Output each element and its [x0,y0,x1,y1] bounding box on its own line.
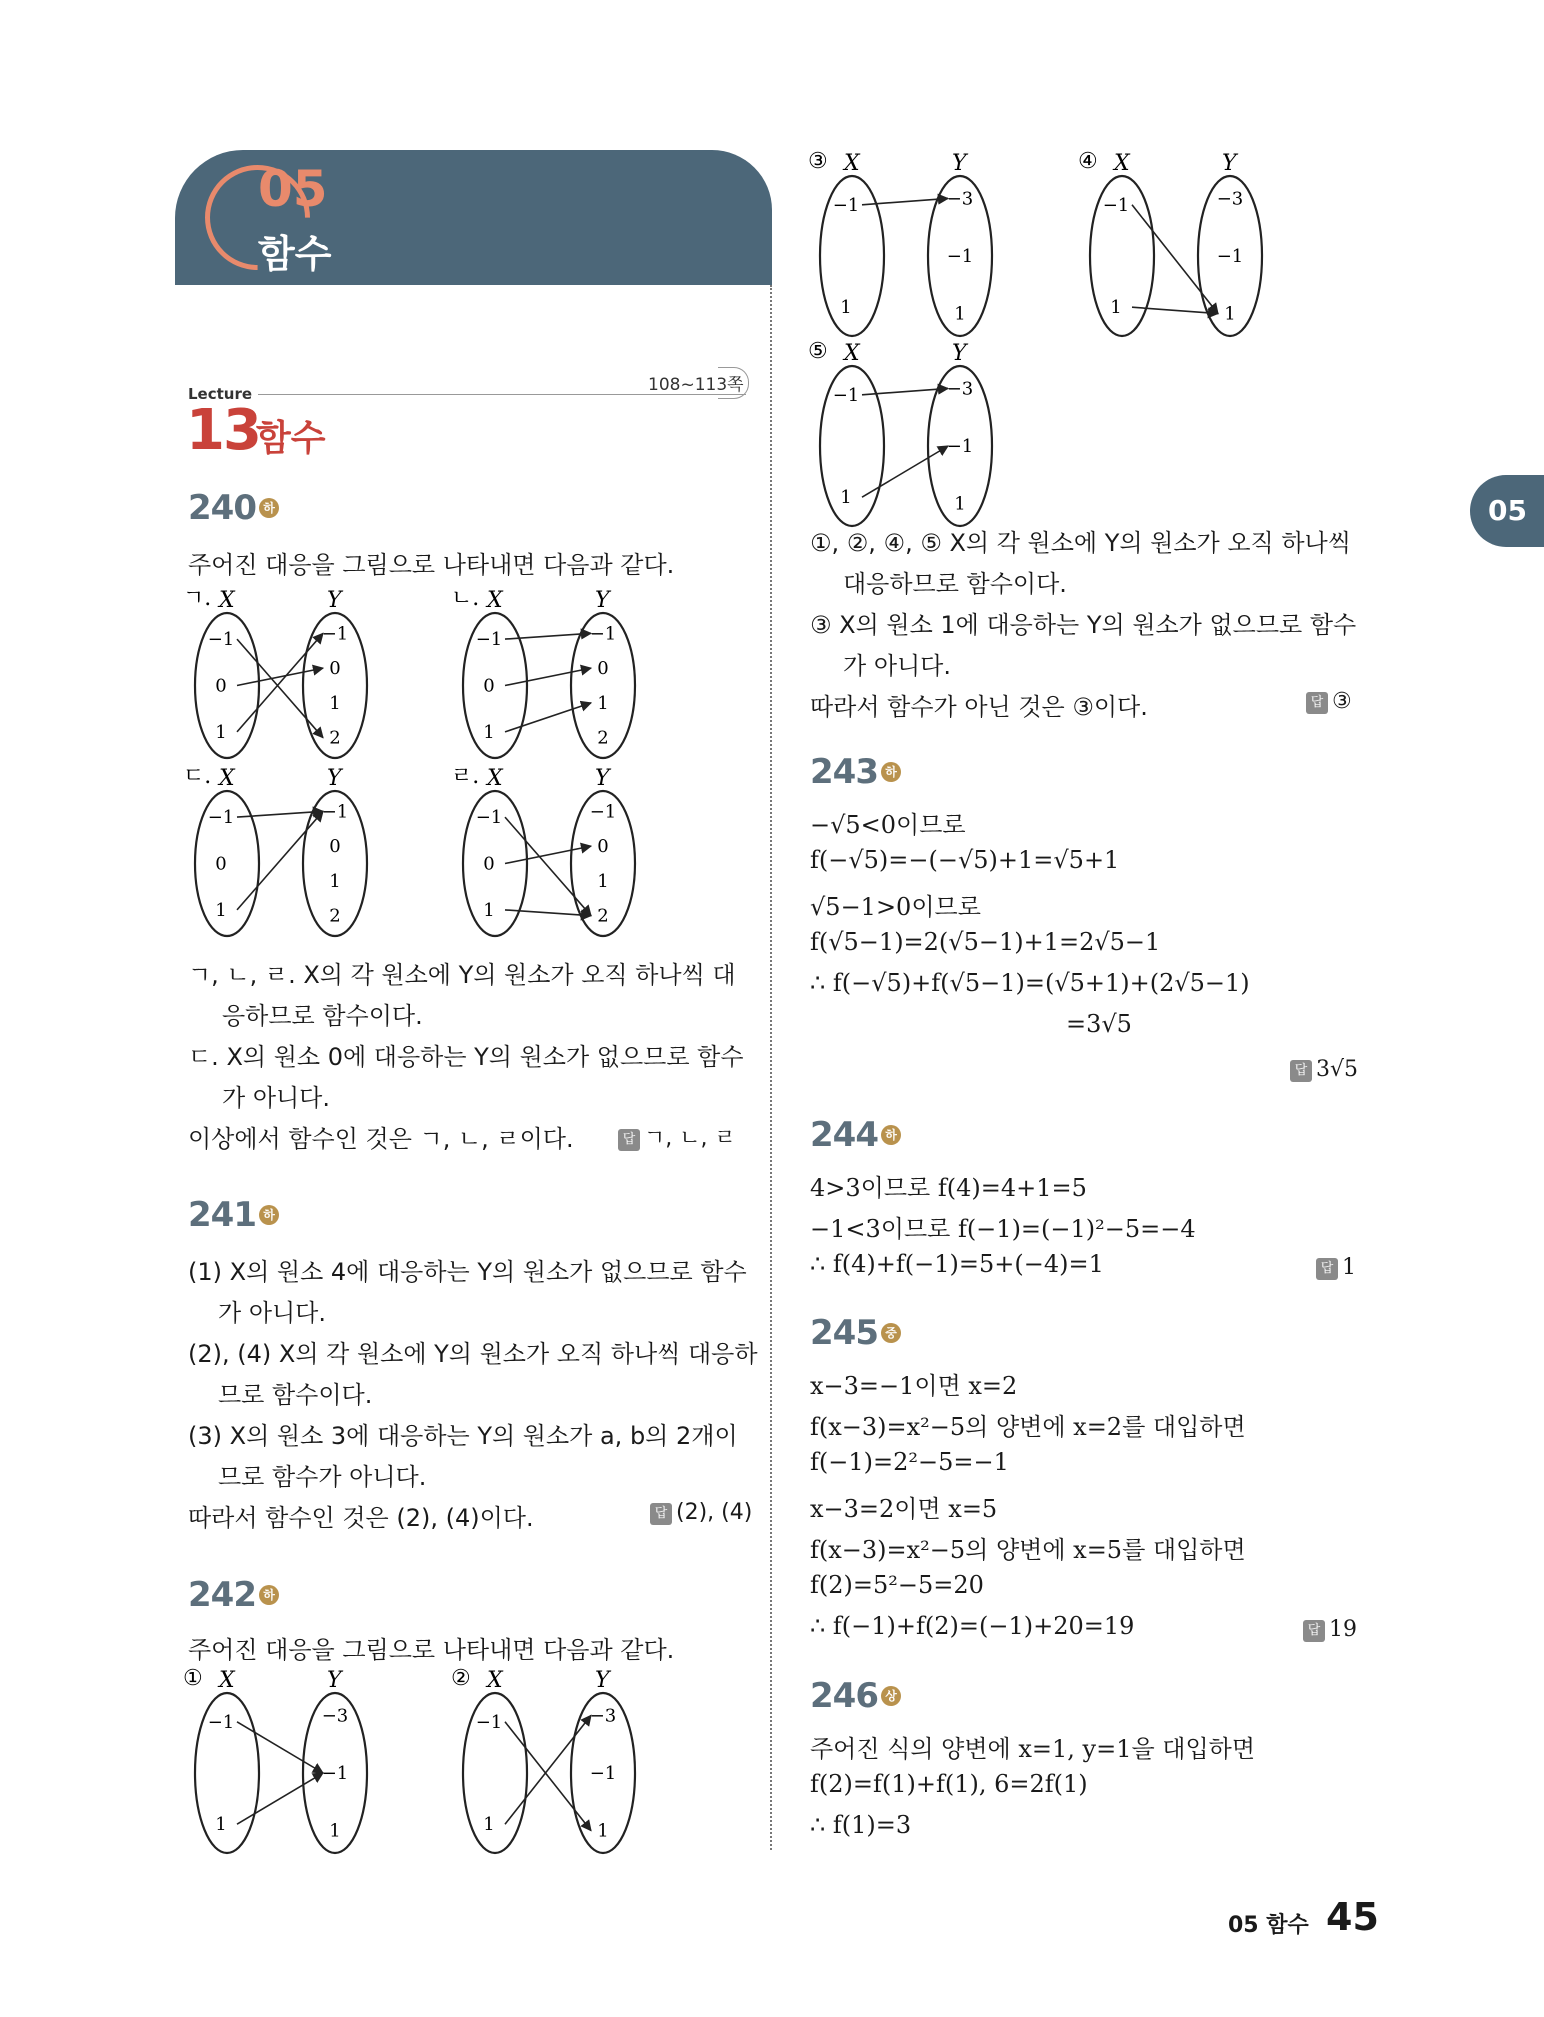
answer-badge: 답 [1306,692,1328,714]
chapter-side-tab: 05 [1470,475,1544,547]
set-x-element: −1 [475,807,503,829]
set-y-element: −1 [321,1763,349,1784]
p244-line-3: ∴ f(4)+f(−1)=5+(−4)=1 [810,1250,1104,1278]
problem-number: 243 [810,752,878,792]
diagram-label: ㄹ. [451,764,480,789]
set-y-element: 2 [329,727,341,749]
answer-badge: 답 [618,1129,640,1151]
problem-number: 240 [188,488,256,528]
level-badge: 하 [881,1125,901,1145]
mapping-arrow [237,1722,323,1773]
p241-answer [650,1500,752,1525]
mapping-diagram-242-4 [1078,149,1262,336]
mapping-arrow [237,1773,323,1824]
set-x-element: 1 [483,721,495,743]
set-y-element: 1 [1224,303,1236,325]
set-y-element: −1 [1216,246,1244,267]
page-number: 45 [1326,1895,1379,1939]
set-x-name: X [219,588,235,613]
set-y-name: Y [327,766,342,791]
set-y-element: 0 [329,836,341,858]
set-y-name: Y [595,1668,610,1693]
p241-conclusion: 따라서 함수인 것은 (2), (4)이다. [188,1504,534,1532]
answer-value: 19 [1329,1617,1357,1642]
p242-intro: 주어진 대응을 그림으로 나타내면 다음과 같다. [188,1636,675,1664]
set-y-element: −1 [321,623,349,645]
mapping-arrow [505,1715,591,1824]
level-badge: 상 [881,1686,901,1706]
problem-number: 241 [188,1195,256,1235]
p245-line-5: f(x−3)=x²−5의 양변에 x=5를 대입하면 [810,1536,1246,1564]
diagram-label: ㄴ. [451,586,480,611]
p241-line-2a: (2), (4) X의 각 원소에 Y의 원소가 오직 하나씩 대응하 [188,1340,758,1368]
set-y-element: −3 [946,378,974,400]
set-y-element: −1 [321,801,349,823]
p242-explanation-1b: 대응하므로 함수이다. [843,570,1067,598]
p243-line-3: √5−1>0이므로 [810,893,981,921]
problem-246-header [810,1676,901,1716]
problem-245-header [810,1313,901,1353]
mapping-diagram-242-3 [808,149,992,336]
mapping-arrow [505,703,591,732]
set-x-name: X [219,1668,235,1693]
mapping-diagram-240-1 [183,586,367,758]
mapping-arrow [505,817,591,916]
page-range-bracket [718,367,749,399]
set-y-element: 0 [597,658,609,680]
p242-diagrams-left [185,1665,755,1860]
set-x-name: X [487,588,503,613]
p244-line-1: 4>3이므로 f(4)=4+1=5 [810,1174,1087,1202]
mapping-diagram-242-2 [451,1666,635,1853]
diagram-label: ① [183,1666,203,1691]
problem-241-header [188,1195,279,1235]
set-y-name: Y [595,588,610,613]
set-y-element: −3 [1216,188,1244,210]
p246-line-3: ∴ f(1)=3 [810,1811,912,1839]
set-x-element: 1 [215,1814,227,1836]
page-range: 108~113쪽 [648,375,744,395]
mapping-arrow [505,668,591,685]
set-x-element: −1 [832,384,860,406]
set-y-name: Y [1222,151,1237,176]
p240-explanation-1a: ㄱ, ㄴ, ㄹ. X의 각 원소에 Y의 원소가 오직 하나씩 대 [188,961,736,989]
diagram-label: ㄱ. [183,586,212,611]
p242-answer [1306,689,1352,714]
p244-line-2: −1<3이므로 f(−1)=(−1)²−5=−4 [810,1215,1196,1243]
mapping-diagram-242-1 [183,1666,367,1853]
answer-badge: 답 [650,1503,672,1525]
set-x-element: 1 [483,899,495,921]
set-x-element: 1 [1110,297,1122,319]
p242-diagrams-right [800,148,1330,513]
answer-value: 3√5 [1316,1057,1359,1082]
set-y-element: 1 [329,870,341,892]
set-y-element: −1 [589,623,617,645]
set-x-element: 0 [483,675,495,697]
diagram-label: ② [451,1666,471,1691]
answer-value: ③ [1332,689,1352,714]
set-x-name: X [844,151,860,176]
level-badge: 하 [259,1205,279,1225]
diagram-label: ⑤ [808,339,828,364]
set-x-name: X [487,1668,503,1693]
column-divider [770,285,772,1850]
set-x-element: 1 [215,899,227,921]
p240-conclusion: 이상에서 함수인 것은 ㄱ, ㄴ, ㄹ이다. [188,1125,574,1153]
answer-badge: 답 [1316,1258,1338,1280]
p243-line-4: f(√5−1)=2(√5−1)+1=2√5−1 [810,928,1161,956]
set-y-name: Y [595,766,610,791]
set-x-element: −1 [475,1711,503,1733]
p240-explanation-2b: 가 아니다. [222,1084,330,1112]
level-badge: 하 [259,498,279,518]
p246-line-1: 주어진 식의 양변에 x=1, y=1을 대입하면 [810,1735,1256,1763]
p240-intro: 주어진 대응을 그림으로 나타내면 다음과 같다. [188,551,675,579]
p240-diagrams [183,585,755,927]
set-x-element: 1 [215,721,227,743]
set-y-element: 0 [597,836,609,858]
p241-line-1b: 가 아니다. [218,1299,326,1327]
set-x-name: X [1114,151,1130,176]
level-badge: 하 [259,1585,279,1605]
problem-242-header [188,1575,279,1615]
p245-line-6: f(2)=5²−5=20 [810,1571,984,1599]
set-y-element: −3 [946,188,974,210]
p242-conclusion: 따라서 함수가 아닌 것은 ③이다. [810,693,1148,721]
mapping-diagram-240-3 [183,764,367,936]
set-x-element: 1 [483,1814,495,1836]
problem-number: 244 [810,1115,878,1155]
problem-243-header [810,752,901,792]
p240-explanation-1b: 응하므로 함수이다. [222,1002,423,1030]
p243-answer [1290,1057,1358,1082]
footer-chapter-title: 05 함수 [1228,1913,1309,1938]
p243-line-1: −√5<0이므로 [810,811,966,839]
level-badge: 중 [881,1323,901,1343]
set-x-name: X [844,341,860,366]
chapter-number: 05 [258,160,328,218]
set-y-element: 1 [597,692,609,714]
set-x-element: 1 [840,297,852,319]
set-y-element: −3 [321,1705,349,1727]
problem-244-header [810,1115,901,1155]
p241-line-3b: 므로 함수가 아니다. [218,1463,427,1491]
p243-line-6: =3√5 [1066,1010,1132,1038]
set-y-element: −1 [946,436,974,457]
set-y-element: 2 [597,905,609,927]
set-x-element: 0 [483,853,495,875]
set-x-element: −1 [207,807,235,829]
set-y-element: 1 [954,303,966,325]
diagram-label: ④ [1078,149,1098,174]
set-x-element: −1 [1102,194,1130,216]
problem-number: 242 [188,1575,256,1615]
set-y-name: Y [327,1668,342,1693]
p240-explanation-2a: ㄷ. X의 원소 0에 대응하는 Y의 원소가 없으므로 함수 [188,1043,744,1071]
mapping-arrow [1132,205,1218,314]
set-y-element: 1 [329,692,341,714]
mapping-diagram-242-5 [808,339,992,526]
set-y-element: −1 [589,801,617,823]
p241-line-1a: (1) X의 원소 4에 대응하는 Y의 원소가 없으므로 함수 [188,1258,747,1286]
set-y-name: Y [327,588,342,613]
set-y-element: 2 [329,905,341,927]
mapping-arrow [237,639,323,738]
answer-value: 1 [1342,1255,1356,1280]
set-x-name: X [487,766,503,791]
set-y-element: 1 [597,1820,609,1842]
p240-answer [618,1121,736,1152]
p245-line-7: ∴ f(−1)+f(2)=(−1)+20=19 [810,1612,1135,1640]
problem-number: 245 [810,1313,878,1353]
mapping-diagram-240-2 [451,586,635,758]
answer-value: ㄱ, ㄴ, ㄹ [644,1126,736,1151]
p243-line-2: f(−√5)=−(−√5)+1=√5+1 [810,846,1120,874]
p242-explanation-1a: ①, ②, ④, ⑤ X의 각 원소에 Y의 원소가 오직 하나씩 [810,529,1351,557]
lecture-label: Lecture [188,385,253,403]
answer-badge: 답 [1303,1620,1325,1642]
set-y-name: Y [952,341,967,366]
set-y-element: 1 [954,493,966,515]
p242-explanation-2b: 가 아니다. [843,652,951,680]
set-y-element: −1 [589,1763,617,1784]
set-x-element: 1 [840,487,852,509]
answer-value: (2), (4) [676,1500,753,1525]
p243-line-5: ∴ f(−√5)+f(√5−1)=(√5+1)+(2√5−1) [810,969,1250,997]
set-x-element: 0 [215,675,227,697]
p241-line-2b: 므로 함수이다. [218,1381,373,1409]
set-x-element: 0 [215,853,227,875]
set-x-element: −1 [832,194,860,216]
set-y-element: 1 [329,1820,341,1842]
p245-answer [1303,1617,1357,1642]
set-y-element: 2 [597,727,609,749]
diagram-label: ㄷ. [183,764,212,789]
answer-badge: 답 [1290,1060,1312,1082]
p241-line-3a: (3) X의 원소 3에 대응하는 Y의 원소가 a, b의 2개이 [188,1422,738,1450]
set-x-element: −1 [207,1711,235,1733]
p244-answer [1316,1255,1356,1280]
set-y-element: −1 [946,246,974,267]
p245-line-3: f(−1)=2²−5=−1 [810,1448,1009,1476]
set-y-element: −3 [589,1705,617,1727]
level-badge: 하 [881,762,901,782]
set-x-element: −1 [207,629,235,651]
diagram-label: ③ [808,149,828,174]
lecture-number: 13 [186,398,260,463]
p246-line-2: f(2)=f(1)+f(1), 6=2f(1) [810,1770,1088,1798]
lecture-title: 함수 [256,418,326,459]
p242-explanation-2a: ③ X의 원소 1에 대응하는 Y의 원소가 없으므로 함수 [810,611,1357,639]
mapping-arrow [505,846,591,863]
mapping-arrow [505,1722,591,1831]
p245-line-2: f(x−3)=x²−5의 양변에 x=2를 대입하면 [810,1413,1246,1441]
set-x-element: −1 [475,629,503,651]
set-y-name: Y [952,151,967,176]
set-y-element: 0 [329,658,341,680]
chapter-title: 함수 [258,232,332,276]
p245-line-4: x−3=2이면 x=5 [810,1495,998,1523]
problem-number: 246 [810,1676,878,1716]
set-y-element: 1 [597,870,609,892]
mapping-diagram-240-4 [451,764,635,936]
problem-240-header [188,488,279,528]
mapping-arrow [237,811,323,910]
mapping-arrow [862,446,948,497]
set-x-name: X [219,766,235,791]
p245-line-1: x−3=−1이면 x=2 [810,1372,1018,1400]
